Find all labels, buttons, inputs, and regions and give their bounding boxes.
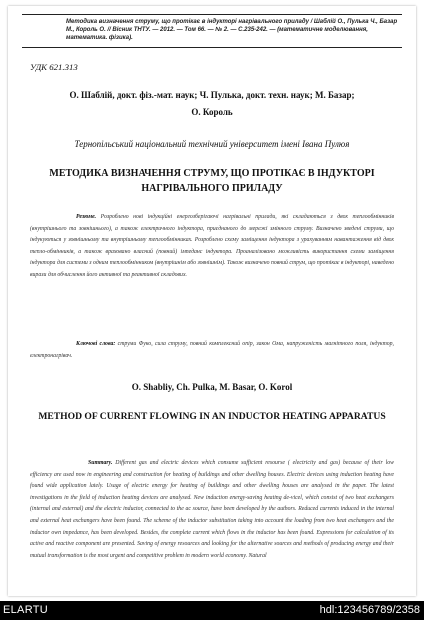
- citation-header: Методика визначення струму, що протікає в індукторі нагрівального приладу / Шаблій О., Пулька Ч., Базар М., Король О. // Вісник ТНТУ. — 2012. — Том 66. — № 2. — С.235-242. — (математичне моделювання, математика. фізика).: [66, 19, 398, 42]
- authors-ukrainian: [28, 87, 396, 121]
- header-top-rule: [22, 14, 402, 15]
- footer-repository-name[interactable]: ELARTU: [3, 604, 48, 616]
- abstract-english-label: Summary.: [88, 460, 113, 466]
- title-english: METHOD OF CURRENT FLOWING IN AN INDUCTOR HEATING APPARATUS: [38, 411, 386, 422]
- footer-handle-link[interactable]: hdl:123456789/2358: [319, 604, 420, 616]
- repository-footer: [0, 601, 424, 620]
- authors-english: O. Shabliy, Ch. Pulka, M. Basar, O. Korol: [131, 382, 293, 392]
- authors-ukrainian-line1: О. Шаблій, докт. фіз.-мат. наук; Ч. Пулька, докт. техн. наук; М. Базар;: [69, 90, 355, 100]
- abstract-ukrainian-text: Розроблено нові індукційні енергозберігаючі нагрівальні прилади, які складаються з двох теплообмінників (внутрішнього та зовнішнього), а також електричного індуктора, приєднаного до мережі змінного струму. Визначено зведені струми, що індукуються у зовнішньому та внутрішньому теплообмінниках. Розроблено схему заміщення індуктора з урахуванням навантаження від двох тепло-обмінників, а також враховано власний (повний) імпеданс індуктора. Проаналізовано можливість використання схеми заміщення індуктора для системи з одним теплообмінником (внутрішнім або зовнішнім). Також визначено повний струм, що протікає в індукторі, наведено вирази для обчислення його активної та реактивної складових.: [30, 214, 394, 278]
- udk-code: УДК 621.313: [30, 62, 78, 72]
- authors-ukrainian-line2: О. Король: [191, 107, 233, 117]
- abstract-ukrainian: [30, 212, 394, 282]
- affiliation-ukrainian: Тернопільський національний технічний університет імені Івана Пулюя: [74, 139, 350, 149]
- keywords-ukrainian: [30, 339, 394, 362]
- header-bottom-rule: [22, 47, 402, 48]
- abstract-english: [30, 458, 394, 594]
- paper-page: [8, 6, 416, 596]
- title-ukrainian: МЕТОДИКА ВИЗНАЧЕННЯ СТРУМУ, ЩО ПРОТІКАЄ В ІНДУКТОРІ НАГРІВАЛЬНОГО ПРИЛАДУ: [49, 168, 375, 194]
- keywords-ukrainian-label: Ключові слова:: [76, 341, 116, 347]
- keywords-ukrainian-text: струми Фуко, сила струму, повний комплексний опір, закон Ома, напруженість магнітного поля, індуктор, електронагрівач.: [30, 341, 394, 359]
- abstract-ukrainian-label: Резюме.: [76, 214, 97, 220]
- abstract-english-text: Different gas and electric devices which consume sufficient resourse ( electricity and gas) because of their low efficiency are used now in engineering and construction for heating of buildings and other dwelling houses. Electric devices using induction heating have found wide application lately. Usage of electric energy for heating of buildings and other dwelling houses are analysed in the paper. The latest investigations in the field of induction heating devices are analysed. New induction energy-saving heating de-vicel, which consist of two heat exchangers (internal and external) and the electric inductor, connected to the ac source, have been developed by the authors. Reduced currents induced in the internal and external heat exchangers have been found. The scheme of the inductor substitution taking into account the loading from two heat exchangers and the inductor own impedance, has been developed. Besides, the complete current which flows in the inductor has been found. Expressions for calculation of its active and reactive component are presented. Saving of energy resources and looking for the alternative sources and methods of producing energy and their mutual transformation is the most urgent and competitive problem in modern world economy. Natural: [30, 460, 394, 559]
